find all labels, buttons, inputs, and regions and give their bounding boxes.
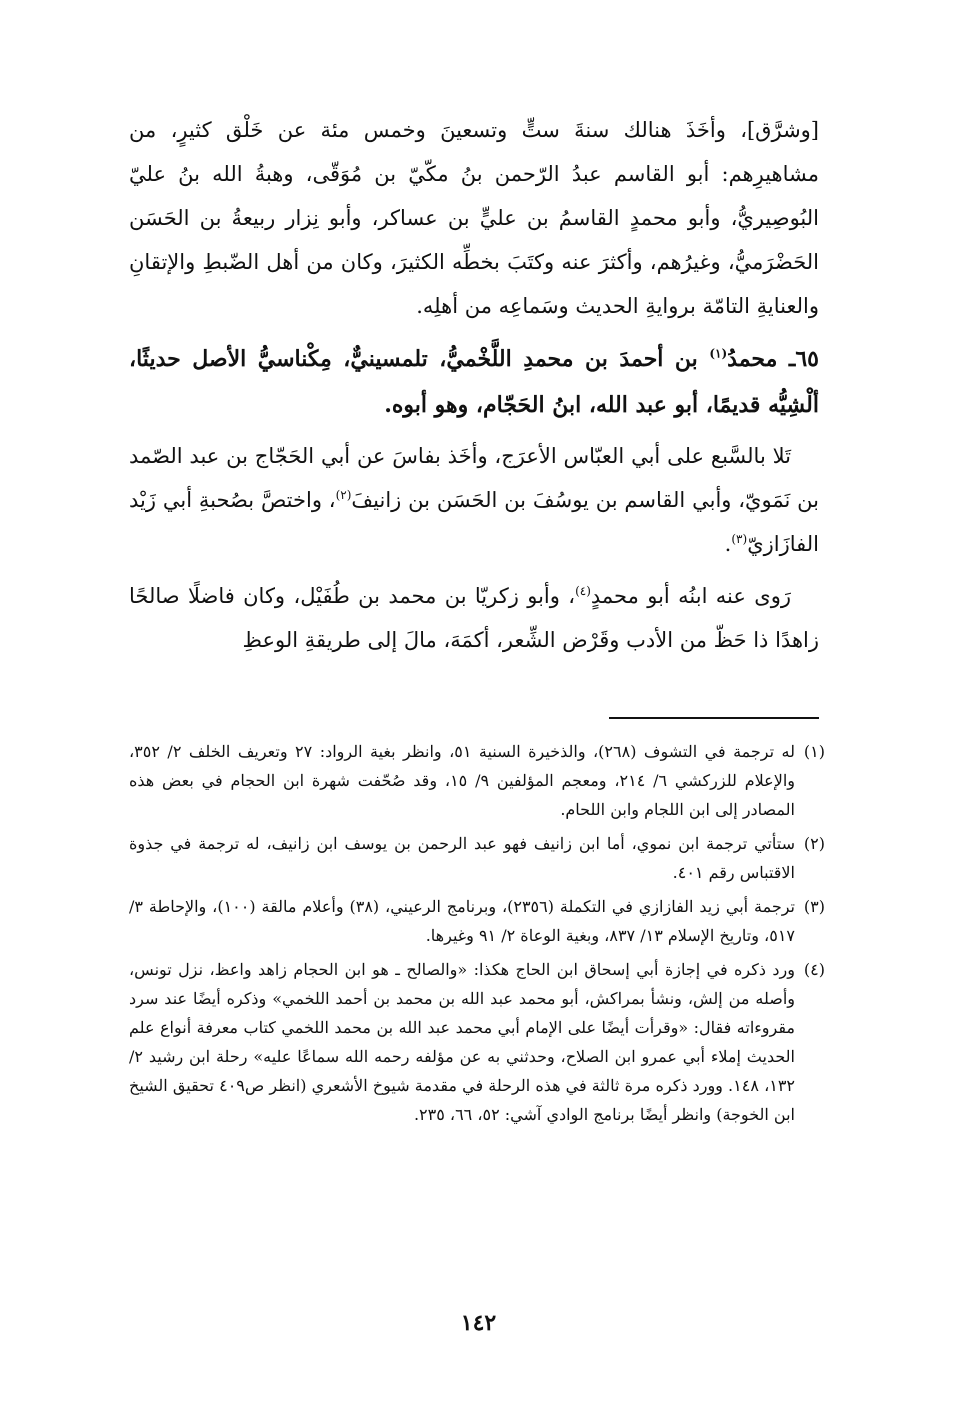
footnote-2	[129, 829, 825, 887]
footnote-ref-1[interactable]: (١)	[709, 346, 728, 361]
paragraph-students	[129, 574, 819, 662]
footnote-ref-3[interactable]: (٣)	[731, 532, 748, 546]
main-text	[129, 108, 819, 670]
footnote-3	[129, 892, 825, 950]
paragraph-teachers	[129, 434, 819, 566]
footnote-separator	[609, 717, 819, 719]
paragraph-students-text-a: رَوى عنه ابنُه أبو محمدٍ	[590, 584, 791, 608]
footnote-text: ستأتي ترجمة ابن نموي، أما ابن زانيف فهو عبد الرحمن بن يوسف ابن زانيف، له ترجمة في جذوة الاقتباس رقم ٤٠١.	[129, 834, 795, 882]
footnote-number: (٤)	[803, 960, 825, 979]
footnote-ref-2[interactable]: (٢)	[335, 488, 352, 502]
footnote-ref-4[interactable]: (٤)	[575, 584, 591, 598]
paragraph-students-text-b: ، وأبو زكريّا بن محمد بن طُفَيْل، وكان فاضلًا صالحًا زاهدًا ذا حَظّ من الأدب وقَرْض الشِّعر، أكمَهَ، مالَ إلى طريقةِ الوعظِ	[129, 584, 819, 652]
footnote-4	[129, 955, 825, 1129]
footnote-number: (٣)	[803, 897, 825, 916]
footnote-text: ورد ذكره في إجازة أبي إسحاق ابن الحاج هكذا: «والصالح ـ هو ابن الحجام زاهد واعظ، نزل تونس، وأصله من إلش، ونشأ بمراكش، أبو محمد عبد الله بن محمد بن أحمد اللخمي» وذكره أيضًا عند سرد مقروءاته فقال: «وقرأت أيضًا على الإمام أبي محمد عبد الله بن محمد اللخمي كتاب معرفة أنواع علم الحديث إملاء أبي عمرو ابن الصلاح، وحدثني به عن مؤلفه رحمه الله سماعًا عليه» رحلة ابن رشيد ٢/ ١٣٢، ١٤٨. وورد ذكره مرة ثالثة في هذه الرحلة في مقدمة شيوخ الأشعري (انظر ص٤٠٩ تحقيق الشيخ ابن الخوجة) وانظر أيضًا برنامج الوادي آشي: ٥٢، ٦٦، ٢٣٥.	[129, 960, 796, 1124]
footnote-text: له ترجمة في التشوف (٢٦٨)، والذخيرة السنية ٥١، وانظر بغية الرواد: ٢٧ وتعريف الخلف ٢/ ٣٥٢، والإعلام للزركشي ٦/ ٢١٤، ومعجم المؤلفين ٩/ ١٥، وقد صُحّفت شهرة ابن الحجام في بعض هذه المصادر إلى ابن اللجام وابن اللحام.	[129, 742, 796, 819]
paragraph-teachers-text-b: ، واختصَّ بصُحبةِ أبي زَيْد الفازَازيّ	[129, 488, 819, 556]
footnote-text: ترجمة أبي زيد الفازازي في التكملة (٢٣٥٦)، وبرنامج الرعيني، (٣٨) وأعلام مالقة (١٠٠)، والإحاطة ٣/ ٥١٧، وتاريخ الإسلام ١٣/ ٨٣٧، وبغية الوعاة ٢/ ٩١ وغيرها.	[129, 897, 796, 945]
footnote-1	[129, 737, 825, 824]
entry-heading-rest: بن أحمدَ بن محمدِ اللَّخْميُّ، تلمسينيٌّ، مِكْناسيُّ الأصل حديثًا، ألْشِيُّه قديمًا، أبو عبد الله، ابنُ الحَجّام، وهو أبوه.	[129, 346, 819, 418]
footnote-number: (٢)	[803, 834, 825, 853]
paragraph-teachers-text-c: .	[724, 532, 732, 556]
page-number: ١٤٢	[460, 1310, 497, 1336]
footnote-number: (١)	[803, 742, 825, 761]
entry-heading	[129, 336, 819, 428]
footnotes	[129, 737, 825, 1134]
paragraph-teachers-text-a: تَلا بالسَّبع على أبي العبّاس الأعرَج، وأخَذ بفاسَ عن أبي الحَجّاج بن عبد الصّمد بن نَمَويّ، وأبي القاسم بن يوسُفَ بن الحَسَن بن زانيفَ	[129, 444, 819, 512]
paragraph-continuation: [وشرَّق]، وأخَذَ هنالك سنةَ ستٍّ وتسعينَ وخمس مئة عن خَلْق كثيرٍ، من مشاهيرِهم: أبو القاسم عبدُ الرّحمن بنُ مكّيّ بن مُوَقّى، وهبةُ الله بنُ عليّ البُوصِيريُّ، وأبو محمدٍ القاسمُ بن عليٍّ بن عساكر، وأبو نِزار ربيعةُ بن الحَسَن الحَضْرَميُّ، وغيرُهم، وأكثرَ عنه وكتَبَ بخطِّه الكثيرَ، وكان من أهل الضّبطِ والإتقانِ والعنايةِ التامّة بروايةِ الحديث وسَماعِه من أهلِه.	[129, 118, 819, 318]
entry-heading-name: ٦٥ـ محمدُ	[727, 346, 819, 372]
